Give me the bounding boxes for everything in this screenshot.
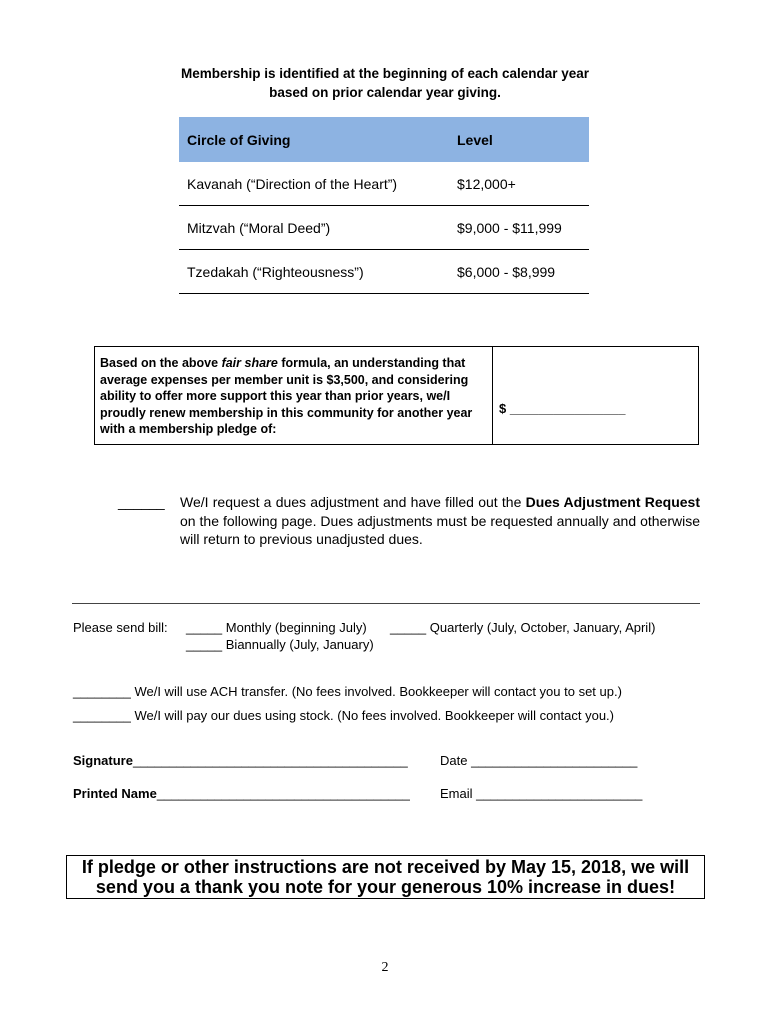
stock-option[interactable]: ________ We/I will pay our dues using stock. (No fees involved. Bookkeeper will contact you.) xyxy=(73,708,614,723)
date-group xyxy=(440,753,637,768)
pledge-text-emphasis: fair share xyxy=(221,356,278,370)
section-divider xyxy=(72,603,700,604)
ach-option[interactable]: ________ We/I will use ACH transfer. (No fees involved. Bookkeeper will contact you to set up.) xyxy=(73,684,622,699)
email-field[interactable]: _______________________ xyxy=(472,786,643,801)
circle-cell: Tzedakah (“Righteousness”) xyxy=(179,250,449,294)
giving-levels-table xyxy=(179,117,589,294)
signature-row xyxy=(73,753,638,768)
circle-cell: Kavanah (“Direction of the Heart”) xyxy=(179,162,449,206)
printed-name-row xyxy=(73,786,643,801)
pledge-text-before: Based on the above xyxy=(100,356,222,370)
header-level: Level xyxy=(449,117,589,162)
level-cell: $9,000 - $11,999 xyxy=(449,206,589,250)
dues-adjustment-blank[interactable]: ______ xyxy=(118,494,165,510)
email-label: Email xyxy=(440,786,473,801)
notice-line-2: send you a thank you note for your generous 10% increase in dues! xyxy=(95,877,676,897)
pledge-amount-field[interactable]: $ ________________ xyxy=(499,401,626,416)
billing-monthly-option[interactable]: _____ Monthly (beginning July) xyxy=(186,620,367,635)
pledge-statement xyxy=(95,347,493,444)
header-circle-of-giving: Circle of Giving xyxy=(179,117,449,162)
table-header-row xyxy=(179,117,589,162)
dues-adjustment-option xyxy=(118,493,700,549)
deadline-notice xyxy=(66,855,705,899)
printed-name-label: Printed Name xyxy=(73,786,157,801)
page-number: 2 xyxy=(381,960,389,975)
billing-biannually-option[interactable]: _____ Biannually (July, January) xyxy=(186,637,374,652)
circle-cell: Mitzvah (“Moral Deed”) xyxy=(179,206,449,250)
table-row xyxy=(179,206,589,250)
notice-line-1: If pledge or other instructions are not received by May 15, 2018, we will xyxy=(81,857,690,877)
billing-quarterly-option[interactable]: _____ Quarterly (July, October, January, April) xyxy=(390,620,656,635)
table-row xyxy=(179,162,589,206)
adjustment-text-before: We/I request a dues adjustment and have filled out the xyxy=(180,494,526,510)
adjustment-text-after: on the following page. Dues adjustments must be requested annually and otherwise will return to previous unadjusted dues. xyxy=(180,512,700,547)
signature-label: Signature xyxy=(73,753,133,768)
table-row xyxy=(179,250,589,294)
dues-adjustment-text xyxy=(180,493,700,549)
level-cell: $12,000+ xyxy=(449,162,589,206)
intro-line-2: based on prior calendar year giving. xyxy=(269,85,501,100)
signature-field[interactable]: ______________________________________ xyxy=(132,753,408,768)
membership-intro xyxy=(0,64,770,102)
adjustment-text-bold: Dues Adjustment Request xyxy=(525,494,700,510)
printed-name-field[interactable]: ___________________________________ xyxy=(156,786,410,801)
billing-label: Please send bill: xyxy=(73,620,168,635)
level-cell: $6,000 - $8,999 xyxy=(449,250,589,294)
date-field[interactable]: _______________________ xyxy=(467,753,638,768)
pledge-box xyxy=(94,346,699,445)
pledge-text-after: formula, an understanding that average expenses per member unit is $3,500, and considering ability to offer more support this year than prior years, we/I proudly renew membership in this community for another year with a membership pledge of: xyxy=(100,356,473,436)
intro-line-1: Membership is identified at the beginning of each calendar year xyxy=(180,66,590,81)
date-label: Date xyxy=(440,753,468,768)
email-group xyxy=(440,786,642,801)
